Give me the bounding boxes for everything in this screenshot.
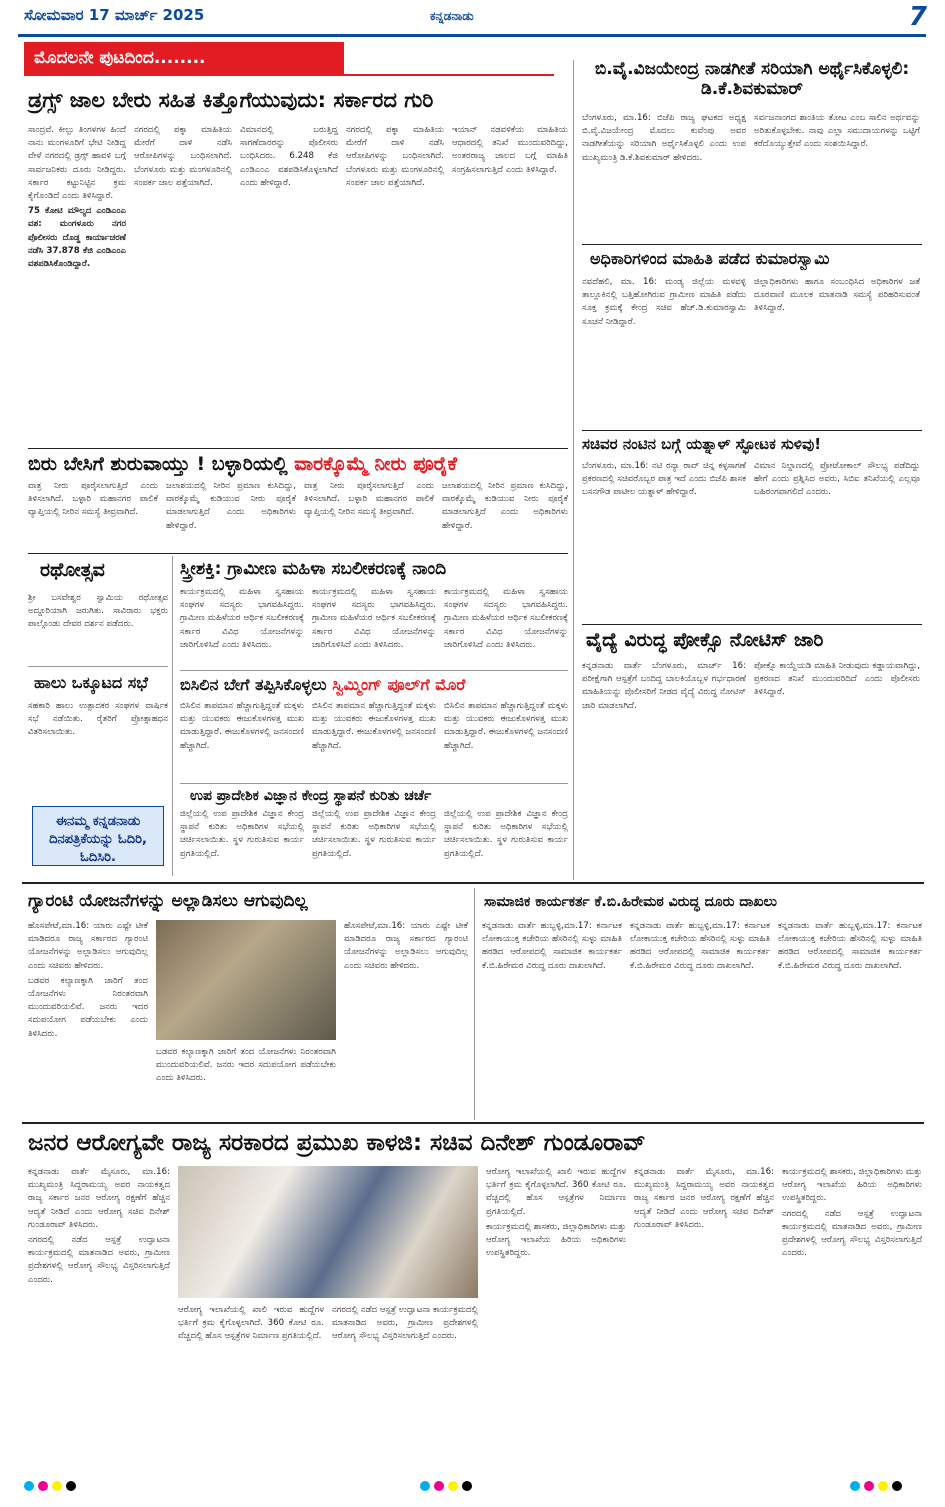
arogya-col-1	[28, 1166, 170, 1466]
divider-swim	[180, 783, 568, 784]
arogya-text-6: ಕಾರ್ಯಕ್ರಮದಲ್ಲಿ ಶಾಸಕರು, ಜಿಲ್ಲಾಧಿಕಾರಿಗಳು ಮತ್ತು ಆರೋಗ್ಯ ಇಲಾಖೆಯ ಹಿರಿಯ ಅಧಿಕಾರಿಗಳು ಉಪಸ್ಥಿತರಿದ್ದರು.	[486, 1221, 626, 1259]
kumaraswamy-col-1	[582, 276, 746, 426]
vijnana-text-2: ಜಿಲ್ಲೆಯಲ್ಲಿ ಉಪ ಪ್ರಾದೇಶಿಕ ವಿಜ್ಞಾನ ಕೇಂದ್ರ ಸ್ಥಾಪನೆ ಕುರಿತು ಅಧಿಕಾರಿಗಳ ಸಭೆಯಲ್ಲಿ ಚರ್ಚಿಸಲಾಯಿತು. ಸ್ಥಳ ಗುರುತಿಸುವ ಕಾರ್ಯ ಪ್ರಗತಿಯಲ್ಲಿದೆ.	[312, 809, 436, 859]
ballari-text-4: ಜಲಾಶಯದಲ್ಲಿ ನೀರಿನ ಪ್ರಮಾಣ ಕುಸಿದಿದ್ದು, ವಾರಕ್ಕೊಮ್ಮೆ ಕುಡಿಯುವ ನೀರು ಪೂರೈಕೆ ಮಾಡಲಾಗುತ್ತಿದೆ ಎಂದು ಅಧಿಕಾರಿಗಳು ಹೇಳಿದ್ದಾರೆ.	[442, 481, 568, 531]
arogya-text-8: ಕಾರ್ಯಕ್ರಮದಲ್ಲಿ ಶಾಸಕರು, ಜಿಲ್ಲಾಧಿಕಾರಿಗಳು ಮತ್ತು ಆರೋಗ್ಯ ಇಲಾಖೆಯ ಹಿರಿಯ ಅಧಿಕಾರಿಗಳು ಉಪಸ್ಥಿತರಿದ್ದರು.	[782, 1167, 922, 1204]
hiremath-text-3: ಕನ್ನಡನಾಡು ವಾರ್ತೆ ಹುಬ್ಬಳ್ಳಿ,ಮಾ.17: ಕರ್ನಾಟಕ ಲೋಕಾಯುಕ್ತ ಕಚೇರಿಯ ಹೆಸರಿನಲ್ಲಿ ಸುಳ್ಳು ಮಾಹಿತಿ ಹರಡಿದ ಆರೋಪದಲ್ಲಿ ಸಾಮಾಜಿಕ ಕಾರ್ಯಕರ್ತ ಕೆ.ಬಿ.ಹಿರೇಮಠ ವಿರುದ್ಧ ದೂರು ದಾಖಲಾಗಿದೆ.	[778, 921, 922, 971]
divider-mid	[22, 882, 924, 884]
paper-name: ಕನ್ನಡನಾಡು	[430, 9, 474, 23]
registration-marks-right	[850, 1476, 906, 1495]
arogya-col-6	[782, 1166, 922, 1466]
drugs-text-6: ಇಯಾನ್ ನಡವಳಿಕೆಯ ಮಾಹಿತಿಯ ಆಧಾರದಲ್ಲಿ ತನಿಖೆ ಮುಂದುವರಿದಿದ್ದು, ಅಂತರರಾಜ್ಯ ಜಾಲದ ಬಗ್ಗೆ ಮಾಹಿತಿ ಸಂಗ್ರಹಿಸಲಾಗುತ್ತಿದೆ ಎಂದು ತಿಳಿಸಿದ್ದಾರೆ.	[452, 125, 568, 175]
ballari-col-4	[442, 480, 568, 550]
hiremath-col-1	[482, 920, 622, 1118]
stree-col-1	[180, 586, 304, 666]
arogya-photo	[178, 1166, 478, 1298]
stree-text-1: ಕಾರ್ಯಕ್ರಮದಲ್ಲಿ ಮಹಿಳಾ ಸ್ವಸಹಾಯ ಸಂಘಗಳ ಸದಸ್ಯರು ಭಾಗವಹಿಸಿದ್ದರು. ಗ್ರಾಮೀಣ ಮಹಿಳೆಯರ ಆರ್ಥಿಕ ಸಬಲೀಕರಣಕ್ಕೆ ಸರ್ಕಾರ ವಿವಿಧ ಯೋಜನೆಗಳನ್ನು ಜಾರಿಗೊಳಿಸಿದೆ ಎಂದು ತಿಳಿಸಿದರು.	[180, 587, 304, 650]
drugs-text-2: 75 ಕೋಟಿ ಮೌಲ್ಯದ ಎಂಡಿಎಂಎ ವಶ: ಮಂಗಳೂರು ನಗರ ಪೊಲೀಸರು ದೊಡ್ಡ ಕಾರ್ಯಾಚರಣೆ ನಡೆಸಿ 37.878 ಕೆಜಿ ಎಂಡಿಎಂಎ ವಶಪಡಿಸಿಕೊಂಡಿದ್ದಾರೆ.	[28, 206, 126, 270]
page-number: 7	[908, 2, 927, 32]
swim-col-2	[312, 700, 436, 780]
stree-col-3	[444, 586, 568, 666]
stree-col-2	[312, 586, 436, 666]
headline-ballari-black: ಬಿರು ಬೇಸಿಗೆ ಶುರುವಾಯ್ತು ! ಬಳ್ಳಾರಿಯಲ್ಲಿ	[28, 453, 288, 475]
arogya-text-3: ಆರೋಗ್ಯ ಇಲಾಖೆಯಲ್ಲಿ ಖಾಲಿ ಇರುವ ಹುದ್ದೆಗಳ ಭರ್ತಿಗೆ ಕ್ರಮ ಕೈಗೊಳ್ಳಲಾಗಿದೆ. 360 ಕೋಟಿ ರೂ. ವೆಚ್ಚದಲ್ಲಿ ಹೊಸ ಆಸ್ಪತ್ರೆಗಳ ನಿರ್ಮಾಣ ಪ್ರಗತಿಯಲ್ಲಿದೆ.	[178, 1305, 324, 1342]
arogya-text-4: ನಗರದಲ್ಲಿ ನಡೆದ ಆಸ್ಪತ್ರೆ ಉದ್ಘಾಟನಾ ಕಾರ್ಯಕ್ರಮದಲ್ಲಿ ಮಾತನಾಡಿದ ಅವರು, ಗ್ರಾಮೀಣ ಪ್ರದೇಶಗಳಲ್ಲಿ ಆರೋಗ್ಯ ಸೌಲಭ್ಯ ವಿಸ್ತರಿಸಲಾಗುತ್ತಿದೆ ಎಂದರು.	[332, 1305, 478, 1342]
drugs-col-2	[134, 124, 232, 444]
swim-text-3: ಬಿಸಿಲಿನ ತಾಪಮಾನ ಹೆಚ್ಚಾಗುತ್ತಿದ್ದಂತೆ ಮಕ್ಕಳು ಮತ್ತು ಯುವಕರು ಈಜುಕೊಳಗಳತ್ತ ಮುಖ ಮಾಡುತ್ತಿದ್ದಾರೆ. ಈಜುಕೊಳಗಳಲ್ಲಿ ಜನಸಂದಣಿ ಹೆಚ್ಚಾಗಿದೆ.	[444, 701, 568, 751]
drugs-text-1: ಸಾಂದ್ರವೆ. ಕೀಲ್ಪು ತಿಂಗಳಗಳ ಹಿಂದೆ ನಾನು ಮಂಗಳೂರಿಗೆ ಭೇಟಿ ನೀಡಿದ್ದ ವೇಳೆ ನಗರದಲ್ಲಿ ಡ್ರಗ್ಸ್ ಹಾವಳಿ ಬಗ್ಗೆ ಸಾರ್ವಜನಿಕರು ದೂರು ನೀಡಿದ್ದರು. ಸರ್ಕಾರ ಕಟ್ಟುನಿಟ್ಟಿನ ಕ್ರಮ ಕೈಗೊಂಡಿದೆ ಎಂದು ತಿಳಿಸಿದ್ದಾರೆ.	[28, 125, 126, 202]
drugs-text-5: ನಗರದಲ್ಲಿ ಪಕ್ಕಾ ಮಾಹಿತಿಯ ಮೇರೆಗೆ ದಾಳಿ ನಡೆಸಿ ಆರೋಪಿಗಳನ್ನು ಬಂಧಿಸಲಾಗಿದೆ. ಬೆಂಗಳೂರು ಮತ್ತು ಮಂಗಳೂರಿನಲ್ಲಿ ಸಂಪರ್ಕ ಜಾಲ ಪತ್ತೆಯಾಗಿದೆ.	[346, 125, 444, 188]
vijnana-col-2	[312, 808, 436, 878]
banner-underline	[344, 74, 554, 76]
vijnana-col-3	[444, 808, 568, 878]
hiremath-col-2	[630, 920, 770, 1118]
swim-text-2: ಬಿಸಿಲಿನ ತಾಪಮಾನ ಹೆಚ್ಚಾಗುತ್ತಿದ್ದಂತೆ ಮಕ್ಕಳು ಮತ್ತು ಯುವಕರು ಈಜುಕೊಳಗಳತ್ತ ಮುಖ ಮಾಡುತ್ತಿದ್ದಾರೆ. ಈಜುಕೊಳಗಳಲ್ಲಿ ಜನಸಂದಣಿ ಹೆಚ್ಚಾಗಿದೆ.	[312, 701, 436, 751]
headline-kumaraswamy: ಅಧಿಕಾರಿಗಳಿಂದ ಮಾಹಿತಿ ಪಡೆದ ಕುಮಾರಸ್ವಾಮಿ	[590, 249, 830, 268]
drugs-col-3	[240, 124, 338, 444]
stree-text-2: ಕಾರ್ಯಕ್ರಮದಲ್ಲಿ ಮಹಿಳಾ ಸ್ವಸಹಾಯ ಸಂಘಗಳ ಸದಸ್ಯರು ಭಾಗವಹಿಸಿದ್ದರು. ಗ್ರಾಮೀಣ ಮಹಿಳೆಯರ ಆರ್ಥಿಕ ಸಬಲೀಕರಣಕ್ಕೆ ಸರ್ಕಾರ ವಿವಿಧ ಯೋಜನೆಗಳನ್ನು ಜಾರಿಗೊಳಿಸಿದೆ ಎಂದು ತಿಳಿಸಿದರು.	[312, 587, 436, 650]
headline-yatnal: ಸಚಿವರ ನಂಟಿನ ಬಗ್ಗೆ ಯತ್ನಾಳ್ ಸ್ಫೋಟಕ ಸುಳಿವು!	[582, 435, 822, 453]
guarantee-col-1	[28, 920, 148, 1118]
yatnal-text-1: ಬೆಂಗಳೂರು, ಮಾ.16: ನಟಿ ರನ್ಯಾ ರಾವ್ ಚಿನ್ನ ಕಳ್ಳಸಾಗಣೆ ಪ್ರಕರಣದಲ್ಲಿ ಸಚಿವರೊಬ್ಬರ ಪಾತ್ರ ಇದೆ ಎಂದು ಬಿಜೆಪಿ ಶಾಸಕ ಬಸನಗೌಡ ಪಾಟೀಲ ಯತ್ನಾಳ್ ಹೇಳಿದ್ದಾರೆ.	[582, 461, 746, 498]
headline-vijayendra: ಬಿ.ವೈ.ವಿಜಯೇಂದ್ರ ನಾಡಗೀತೆ ಸರಿಯಾಗಿ ಅರ್ಥೈಸಿಕೊಳ್ಳಲಿ: ಡಿ.ಕೆ.ಶಿವಕುಮಾರ್	[594, 59, 910, 99]
divider-guarantee-vertical	[474, 888, 475, 1120]
promo-box: ಈನಮ್ಮ ಕನ್ನಡನಾಡು ದಿನಪತ್ರಿಕೆಯನ್ನು ಓದಿರಿ, ಓದಿಸಿರಿ.	[32, 806, 164, 866]
ballari-text-1: ವಾತ್ರ ನೀರು ಪೂರೈಸಲಾಗುತ್ತಿದೆ ಎಂದು ತಿಳಿಸಲಾಗಿದೆ. ಬಳ್ಳಾರಿ ಮಹಾನಗರ ಪಾಲಿಕೆ ವ್ಯಾಪ್ತಿಯಲ್ಲಿ ನೀರಿನ ಸಮಸ್ಯೆ ತೀವ್ರವಾಗಿದೆ.	[28, 481, 158, 518]
guarantee-col-3	[344, 920, 468, 1118]
vijayendra-col-2	[754, 112, 920, 240]
registration-marks-left	[24, 1476, 80, 1495]
headline-ballari	[28, 454, 568, 476]
headline-drugs: ಡ್ರಗ್ಸ್ ಜಾಲ ಬೇರು ಸಹಿತ ಕಿತ್ತೊಗೆಯುವುದು: ಸರ್ಕಾರದ ಗುರಿ	[28, 88, 434, 112]
guarantee-text-1: ಹೊಸಪೇಟೆ,ಮಾ.16: ಯಾರು ಎಷ್ಟೇ ಟೀಕೆ ಮಾಡಿದರೂ ರಾಜ್ಯ ಸರ್ಕಾರದ ಗ್ಯಾರಂಟಿ ಯೋಜನೆಗಳನ್ನು ಅಲ್ಲಾಡಿಸಲು ಆಗುವುದಿಲ್ಲ ಎಂದು ಸಚಿವರು ಹೇಳಿದರು.	[28, 921, 148, 971]
guarantee-photo	[156, 920, 336, 1040]
vijayendra-text-2: ಸರ್ವಜನಾಂಗದ ಶಾಂತಿಯ ತೋಟ ಎಂಬ ಸಾಲಿನ ಅರ್ಥವನ್ನು ಅರಿತುಕೊಳ್ಳಬೇಕು. ನಾವು ಎಲ್ಲಾ ಸಮುದಾಯಗಳನ್ನು ಒಟ್ಟಿಗೆ ಕರೆದೊಯ್ಯುತ್ತೇವೆ ಎಂದು ಸಂಶಯಿಸಿದ್ದಾರೆ.	[754, 113, 920, 150]
headline-swimming-red: ಸ್ವಿಮ್ಮಿಂಗ್ ಪೂಲ್‌ಗೆ ಮೊರೆ	[332, 675, 466, 694]
vaidya-col-2	[754, 660, 920, 878]
arogya-col-2	[178, 1304, 324, 1466]
headline-rathotsava: ರಥೋತ್ಸವ	[40, 559, 105, 581]
hiremath-text-2: ಕನ್ನಡನಾಡು ವಾರ್ತೆ ಹುಬ್ಬಳ್ಳಿ,ಮಾ.17: ಕರ್ನಾಟಕ ಲೋಕಾಯುಕ್ತ ಕಚೇರಿಯ ಹೆಸರಿನಲ್ಲಿ ಸುಳ್ಳು ಮಾಹಿತಿ ಹರಡಿದ ಆರೋಪದಲ್ಲಿ ಸಾಮಾಜಿಕ ಕಾರ್ಯಕರ್ತ ಕೆ.ಬಿ.ಹಿರೇಮಠ ವಿರುದ್ಧ ದೂರು ದಾಖಲಾಗಿದೆ.	[630, 921, 770, 971]
guarantee-text-3: ಬಡವರ ಕಲ್ಯಾಣಕ್ಕಾಗಿ ಜಾರಿಗೆ ತಂದ ಯೋಜನೆಗಳು ನಿರಂತರವಾಗಿ ಮುಂದುವರಿಯಲಿವೆ. ಜನರು ಇದರ ಸದುಪಯೋಗ ಪಡೆಯಬೇಕು ಎಂದು ತಿಳಿಸಿದರು.	[156, 1047, 336, 1084]
vijnana-text-3: ಜಿಲ್ಲೆಯಲ್ಲಿ ಉಪ ಪ್ರಾದೇಶಿಕ ವಿಜ್ಞಾನ ಕೇಂದ್ರ ಸ್ಥಾಪನೆ ಕುರಿತು ಅಧಿಕಾರಿಗಳ ಸಭೆಯಲ್ಲಿ ಚರ್ಚಿಸಲಾಯಿತು. ಸ್ಥಳ ಗುರುತಿಸುವ ಕಾರ್ಯ ಪ್ರಗತಿಯಲ್ಲಿದೆ.	[444, 809, 568, 859]
swim-col-1	[180, 700, 304, 780]
drugs-text-4: ವಿಮಾನದಲ್ಲಿ ಬರುತ್ತಿದ್ದ ಸಾಗಣೆದಾರರನ್ನು ಪೊಲೀಸರು ಬಂಧಿಸಿದರು. 6.248 ಕೆಜಿ ಎಂಡಿಎಂಎ ವಶಪಡಿಸಿಕೊಳ್ಳಲಾಗಿದೆ ಎಂದು ಹೇಳಿದ್ದಾರೆ.	[240, 125, 338, 188]
divider-yatnal	[582, 624, 922, 625]
vaidya-col-1	[582, 660, 746, 878]
divider-stree	[180, 670, 568, 671]
ballari-text-3: ವಾತ್ರ ನೀರು ಪೂರೈಸಲಾಗುತ್ತಿದೆ ಎಂದು ತಿಳಿಸಲಾಗಿದೆ. ಬಳ್ಳಾರಿ ಮಹಾನಗರ ಪಾಲಿಕೆ ವ್ಯಾಪ್ತಿಯಲ್ಲಿ ನೀರಿನ ಸಮಸ್ಯೆ ತೀವ್ರವಾಗಿದೆ.	[304, 481, 434, 518]
vijayendra-text-1: ಬೆಂಗಳೂರು, ಮಾ.16: ಬಿಜೆಪಿ ರಾಜ್ಯ ಘಟಕದ ಅಧ್ಯಕ್ಷ ಬಿ.ವೈ.ವಿಜಯೇಂದ್ರ ಮೊದಲು ಕುವೆಂಪು ಅವರ ನಾಡಗೀತೆಯನ್ನು ಸರಿಯಾಗಿ ಅರ್ಥೈಸಿಕೊಳ್ಳಲಿ ಎಂದು ಉಪ ಮುಖ್ಯಮಂತ್ರಿ ಡಿ.ಕೆ.ಶಿವಕುಮಾರ್ ಹೇಳಿದರು.	[582, 113, 746, 163]
divider-vijayendra	[582, 244, 922, 245]
arogya-text-9: ನಗರದಲ್ಲಿ ನಡೆದ ಆಸ್ಪತ್ರೆ ಉದ್ಘಾಟನಾ ಕಾರ್ಯಕ್ರಮದಲ್ಲಿ ಮಾತನಾಡಿದ ಅವರು, ಗ್ರಾಮೀಣ ಪ್ರದೇಶಗಳಲ್ಲಿ ಆರೋಗ್ಯ ಸೌಲಭ್ಯ ವಿಸ್ತರಿಸಲಾಗುತ್ತಿದೆ ಎಂದರು.	[782, 1208, 922, 1259]
vijnana-text-1: ಜಿಲ್ಲೆಯಲ್ಲಿ ಉಪ ಪ್ರಾದೇಶಿಕ ವಿಜ್ಞಾನ ಕೇಂದ್ರ ಸ್ಥಾಪನೆ ಕುರಿತು ಅಧಿಕಾರಿಗಳ ಸಭೆಯಲ್ಲಿ ಚರ್ಚಿಸಲಾಯಿತು. ಸ್ಥಳ ಗುರುತಿಸುವ ಕಾರ್ಯ ಪ್ರಗತಿಯಲ್ಲಿದೆ.	[180, 809, 304, 859]
col-divider-small	[172, 556, 173, 876]
divider-ballari	[28, 553, 568, 554]
arogya-text-2: ನಗರದಲ್ಲಿ ನಡೆದ ಆಸ್ಪತ್ರೆ ಉದ್ಘಾಟನಾ ಕಾರ್ಯಕ್ರಮದಲ್ಲಿ ಮಾತನಾಡಿದ ಅವರು, ಗ್ರಾಮೀಣ ಪ್ರದೇಶಗಳಲ್ಲಿ ಆರೋಗ್ಯ ಸೌಲಭ್ಯ ವಿಸ್ತರಿಸಲಾಗುತ್ತಿದೆ ಎಂದರು.	[28, 1235, 170, 1285]
yatnal-col-1	[582, 460, 746, 620]
vaidya-text-1: ಕನ್ನಡನಾಡು ವಾರ್ತೆ ಬೆಂಗಳೂರು, ಮಾರ್ಚ್ 16: ಪರೀಕ್ಷೆಗಾಗಿ ಆಸ್ಪತ್ರೆಗೆ ಬಂದಿದ್ದ ಬಾಲಕಿಯೊಬ್ಬಳ ಗರ್ಭಧಾರಣೆ ಮಾಹಿತಿಯನ್ನು ಪೊಲೀಸರಿಗೆ ನೀಡದ ವೈದ್ಯೆ ವಿರುದ್ಧ ನೋಟಿಸ್ ಜಾರಿ ಮಾಡಲಾಗಿದೆ.	[582, 661, 746, 711]
registration-marks-center	[420, 1476, 476, 1495]
headline-guarantee: ಗ್ಯಾರಂಟಿ ಯೋಜನೆಗಳನ್ನು ಅಲ್ಲಾಡಿಸಲು ಆಗುವುದಿಲ್ಲ	[28, 891, 308, 911]
column-divider	[573, 60, 574, 880]
guarantee-text-4: ಹೊಸಪೇಟೆ,ಮಾ.16: ಯಾರು ಎಷ್ಟೇ ಟೀಕೆ ಮಾಡಿದರೂ ರಾಜ್ಯ ಸರ್ಕಾರದ ಗ್ಯಾರಂಟಿ ಯೋಜನೆಗಳನ್ನು ಅಲ್ಲಾಡಿಸಲು ಆಗುವುದಿಲ್ಲ ಎಂದು ಸಚಿವರು ಹೇಳಿದರು.	[344, 921, 468, 971]
ballari-col-1	[28, 480, 158, 550]
yatnal-text-2: ವಿಮಾನ ನಿಲ್ದಾಣದಲ್ಲಿ ಪ್ರೋಟೋಕಾಲ್ ಸೌಲಭ್ಯ ಪಡೆದಿದ್ದು ಹೇಗೆ ಎಂದು ಪ್ರಶ್ನಿಸಿದ ಅವರು, ಸಿಬಿಐ ತನಿಖೆಯಲ್ಲಿ ಎಲ್ಲವೂ ಬಹಿರಂಗವಾಗಲಿದೆ ಎಂದರು.	[754, 461, 920, 498]
arogya-col-5	[634, 1166, 774, 1466]
haalu-text: ಸಹಕಾರಿ ಹಾಲು ಉತ್ಪಾದಕರ ಸಂಘಗಳ ವಾರ್ಷಿಕ ಸಭೆ ನಡೆಯಿತು. ರೈತರಿಗೆ ಪ್ರೋತ್ಸಾಹಧನ ವಿತರಿಸಲಾಯಿತು.	[28, 701, 168, 738]
headline-vaidya: ವೈದ್ಯೆ ವಿರುದ್ಧ ಪೋಕ್ಸೊ ನೋಟಿಸ್ ಜಾರಿ	[586, 629, 824, 651]
arogya-col-4	[486, 1166, 626, 1466]
vaidya-text-2: ಪೋಕ್ಸೊ ಕಾಯ್ದೆಯಡಿ ಮಾಹಿತಿ ನೀಡುವುದು ಕಡ್ಡಾಯವಾಗಿದ್ದು, ಪ್ರಕರಣದ ತನಿಖೆ ಮುಂದುವರಿದಿದೆ ಎಂದು ಪೊಲೀಸರು ತಿಳಿಸಿದ್ದಾರೆ.	[754, 661, 920, 698]
headline-arogya: ಜನರ ಆರೋಗ್ಯವೇ ರಾಜ್ಯ ಸರಕಾರದ ಪ್ರಮುಖ ಕಾಳಜಿ: ಸಚಿವ ದಿನೇಶ್ ಗುಂಡೂರಾವ್	[28, 1130, 646, 1156]
divider-drugs	[28, 448, 568, 449]
headline-swimming	[180, 676, 570, 694]
guarantee-col-2	[156, 1046, 336, 1118]
hiremath-text-1: ಕನ್ನಡನಾಡು ವಾರ್ತೆ ಹುಬ್ಬಳ್ಳಿ,ಮಾ.17: ಕರ್ನಾಟಕ ಲೋಕಾಯುಕ್ತ ಕಚೇರಿಯ ಹೆಸರಿನಲ್ಲಿ ಸುಳ್ಳು ಮಾಹಿತಿ ಹರಡಿದ ಆರೋಪದಲ್ಲಿ ಸಾಮಾಜಿಕ ಕಾರ್ಯಕರ್ತ ಕೆ.ಬಿ.ಹಿರೇಮಠ ವಿರುದ್ಧ ದೂರು ದಾಖಲಾಗಿದೆ.	[482, 921, 622, 971]
yatnal-col-2	[754, 460, 920, 620]
headline-swimming-black: ಬಿಸಿಲಿನ ಬೇಗೆ ತಪ್ಪಿಸಿಕೊಳ್ಳಲು	[180, 675, 327, 694]
drugs-col-1	[28, 124, 126, 444]
vijayendra-col-1	[582, 112, 746, 240]
divider-rathotsava	[28, 666, 168, 667]
kumaraswamy-text-2: ಜಿಲ್ಲಾಧಿಕಾರಿಗಳು ಹಾಗೂ ಸಂಬಂಧಿಸಿದ ಅಧಿಕಾರಿಗಳ ಜತೆ ದೂರವಾಣಿ ಮೂಲಕ ಮಾತನಾಡಿ ಸಮಸ್ಯೆ ಪರಿಹರಿಸುವಂತೆ ತಿಳಿಸಿದ್ದಾರೆ.	[754, 277, 920, 314]
ballari-col-3	[304, 480, 434, 550]
divider-kumaraswamy	[582, 430, 922, 431]
issue-date: ಸೋಮವಾರ 17 ಮಾರ್ಚ್ 2025	[24, 6, 205, 24]
swim-text-1: ಬಿಸಿಲಿನ ತಾಪಮಾನ ಹೆಚ್ಚಾಗುತ್ತಿದ್ದಂತೆ ಮಕ್ಕಳು ಮತ್ತು ಯುವಕರು ಈಜುಕೊಳಗಳತ್ತ ಮುಖ ಮಾಡುತ್ತಿದ್ದಾರೆ. ಈಜುಕೊಳಗಳಲ್ಲಿ ಜನಸಂದಣಿ ಹೆಚ್ಚಾಗಿದೆ.	[180, 701, 304, 751]
kumaraswamy-text-1: ನವದೆಹಲಿ, ಮಾ. 16: ಮಂಡ್ಯ ಜಿಲ್ಲೆಯ ಮಳವಳ್ಳಿ ತಾಲ್ಲೂಕಿನಲ್ಲಿ ಬತ್ತಿಹೋಗಿರುವ ಗ್ರಾಮೀಣ ಮಾಹಿತಿ ಪಡೆದು ಸೂಕ್ತ ಕ್ರಮಕ್ಕೆ ಕೇಂದ್ರ ಸಚಿವ ಹೆಚ್.ಡಿ.ಕುಮಾರಸ್ವಾಮಿ ಸೂಚನೆ ನೀಡಿದ್ದಾರೆ.	[582, 277, 746, 327]
vijnana-col-1	[180, 808, 304, 878]
rathotsava-text: ಶ್ರೀ ಬಸವೇಶ್ವರ ಸ್ವಾಮಿಯ ರಥೋತ್ಸವ ಅದ್ದೂರಿಯಾಗಿ ಜರುಗಿತು. ಸಾವಿರಾರು ಭಕ್ತರು ಪಾಲ್ಗೊಂಡು ದೇವರ ದರ್ಶನ ಪಡೆದರು.	[28, 593, 168, 630]
ballari-col-2	[166, 480, 296, 550]
arogya-text-1: ಕನ್ನಡನಾಡು ವಾರ್ತೆ ಮೈಸೂರು, ಮಾ.16: ಮುಖ್ಯಮಂತ್ರಿ ಸಿದ್ದರಾಮಯ್ಯ ಅವರ ನಾಯಕತ್ವದ ರಾಜ್ಯ ಸರ್ಕಾರ ಜನರ ಆರೋಗ್ಯ ರಕ್ಷಣೆಗೆ ಹೆಚ್ಚಿನ ಆದ್ಯತೆ ನೀಡಿದೆ ಎಂದು ಆರೋಗ್ಯ ಸಚಿವ ದಿನೇಶ್ ಗುಂಡೂರಾವ್ ತಿಳಿಸಿದರು.	[28, 1167, 170, 1230]
headline-haalu: ಹಾಲು ಒಕ್ಕೂಟದ ಸಭೆ	[34, 673, 148, 692]
stree-text-3: ಕಾರ್ಯಕ್ರಮದಲ್ಲಿ ಮಹಿಳಾ ಸ್ವಸಹಾಯ ಸಂಘಗಳ ಸದಸ್ಯರು ಭಾಗವಹಿಸಿದ್ದರು. ಗ್ರಾಮೀಣ ಮಹಿಳೆಯರ ಆರ್ಥಿಕ ಸಬಲೀಕರಣಕ್ಕೆ ಸರ್ಕಾರ ವಿವಿಧ ಯೋಜನೆಗಳನ್ನು ಜಾರಿಗೊಳಿಸಿದೆ ಎಂದು ತಿಳಿಸಿದರು.	[444, 587, 568, 650]
divider-lower	[22, 1122, 924, 1124]
headline-ballari-red: ವಾರಕ್ಕೊಮ್ಮೆ ನೀರು ಪೂರೈಕೆ	[294, 453, 457, 475]
arogya-text-5: ಆರೋಗ್ಯ ಇಲಾಖೆಯಲ್ಲಿ ಖಾಲಿ ಇರುವ ಹುದ್ದೆಗಳ ಭರ್ತಿಗೆ ಕ್ರಮ ಕೈಗೊಳ್ಳಲಾಗಿದೆ. 360 ಕೋಟಿ ರೂ. ವೆಚ್ಚದಲ್ಲಿ ಹೊಸ ಆಸ್ಪತ್ರೆಗಳ ನಿರ್ಮಾಣ ಪ್ರಗತಿಯಲ್ಲಿದೆ.	[486, 1167, 626, 1217]
drugs-text-3: ನಗರದಲ್ಲಿ ಪಕ್ಕಾ ಮಾಹಿತಿಯ ಮೇರೆಗೆ ದಾಳಿ ನಡೆಸಿ ಆರೋಪಿಗಳನ್ನು ಬಂಧಿಸಲಾಗಿದೆ. ಬೆಂಗಳೂರು ಮತ್ತು ಮಂಗಳೂರಿನಲ್ಲಿ ಸಂಪರ್ಕ ಜಾಲ ಪತ್ತೆಯಾಗಿದೆ.	[134, 125, 232, 188]
masthead-rule	[18, 34, 926, 37]
headline-vijnana: ಉಪ ಪ್ರಾದೇಶಿಕ ವಿಜ್ಞಾನ ಕೇಂದ್ರ ಸ್ಥಾಪನೆ ಕುರಿತು ಚರ್ಚೆ	[190, 788, 432, 804]
swim-col-3	[444, 700, 568, 780]
guarantee-text-2: ಬಡವರ ಕಲ್ಯಾಣಕ್ಕಾಗಿ ಜಾರಿಗೆ ತಂದ ಯೋಜನೆಗಳು ನಿರಂತರವಾಗಿ ಮುಂದುವರಿಯಲಿವೆ. ಜನರು ಇದರ ಸದುಪಯೋಗ ಪಡೆಯಬೇಕು ಎಂದು ತಿಳಿಸಿದರು.	[28, 975, 148, 1039]
ballari-text-2: ಜಲಾಶಯದಲ್ಲಿ ನೀರಿನ ಪ್ರಮಾಣ ಕುಸಿದಿದ್ದು, ವಾರಕ್ಕೊಮ್ಮೆ ಕುಡಿಯುವ ನೀರು ಪೂರೈಕೆ ಮಾಡಲಾಗುತ್ತಿದೆ ಎಂದು ಅಧಿಕಾರಿಗಳು ಹೇಳಿದ್ದಾರೆ.	[166, 481, 296, 531]
arogya-col-3	[332, 1304, 478, 1466]
headline-hiremath: ಸಾಮಾಜಿಕ ಕಾರ್ಯಕರ್ತ ಕೆ.ಬಿ.ಹಿರೇಮಠ ವಿರುದ್ಧ ದೂರು ದಾಖಲು	[484, 894, 778, 910]
arogya-text-7: ಕನ್ನಡನಾಡು ವಾರ್ತೆ ಮೈಸೂರು, ಮಾ.16: ಮುಖ್ಯಮಂತ್ರಿ ಸಿದ್ದರಾಮಯ್ಯ ಅವರ ನಾಯಕತ್ವದ ರಾಜ್ಯ ಸರ್ಕಾರ ಜನರ ಆರೋಗ್ಯ ರಕ್ಷಣೆಗೆ ಹೆಚ್ಚಿನ ಆದ್ಯತೆ ನೀಡಿದೆ ಎಂದು ಆರೋಗ್ಯ ಸಚಿವ ದಿನೇಶ್ ಗುಂಡೂರಾವ್ ತಿಳಿಸಿದರು.	[634, 1167, 774, 1230]
drugs-col-5	[452, 124, 568, 444]
hiremath-col-3	[778, 920, 922, 1118]
headline-stree-shakti: ಸ್ತ್ರೀಶಕ್ತಿ: ಗ್ರಾಮೀಣ ಮಹಿಳಾ ಸಬಲೀಕರಣಕ್ಕೆ ನಾಂದಿ	[180, 559, 447, 579]
section-banner: ಮೊದಲನೇ ಪುಟದಿಂದ........	[24, 42, 344, 76]
drugs-col-4	[346, 124, 444, 444]
kumaraswamy-col-2	[754, 276, 920, 426]
